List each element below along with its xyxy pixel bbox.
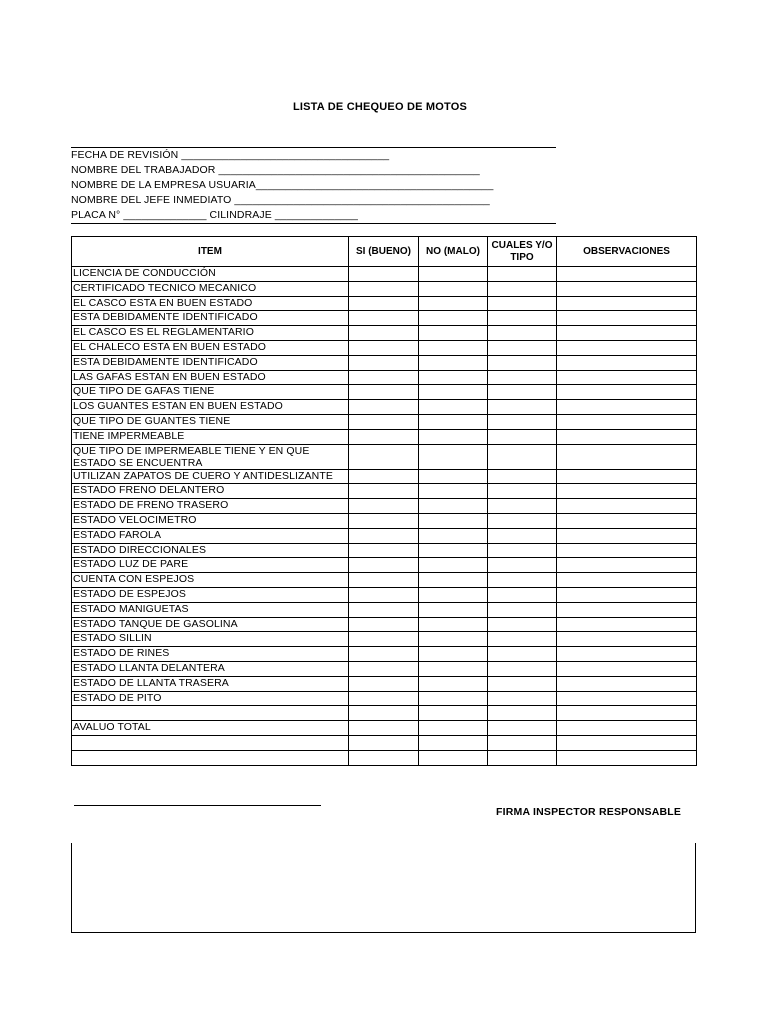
table-row: [72, 444, 697, 469]
no-malo-cell[interactable]: [419, 706, 488, 721]
table-row: [72, 750, 697, 765]
no-malo-cell[interactable]: [419, 326, 488, 341]
no-malo-cell[interactable]: [419, 558, 488, 573]
si-bueno-cell[interactable]: [349, 706, 419, 721]
observaciones-cell[interactable]: [557, 573, 697, 588]
si-bueno-cell[interactable]: [349, 444, 419, 469]
cuales-tipo-cell[interactable]: [488, 444, 557, 469]
item-cell: ESTADO DE RINES: [72, 647, 349, 662]
si-bueno-cell[interactable]: [349, 385, 419, 400]
table-row: [72, 296, 697, 311]
cuales-tipo-cell[interactable]: [488, 573, 557, 588]
table-row: [72, 311, 697, 326]
si-bueno-cell[interactable]: [349, 721, 419, 736]
no-malo-cell[interactable]: [419, 311, 488, 326]
table-row: [72, 513, 697, 528]
table-row: [72, 326, 697, 341]
no-malo-cell[interactable]: [419, 499, 488, 514]
no-malo-cell[interactable]: [419, 617, 488, 632]
cuales-tipo-cell[interactable]: [488, 267, 557, 282]
table-row: [72, 414, 697, 429]
item-cell: ESTADO DE LLANTA TRASERA: [72, 676, 349, 691]
checklist-body: [72, 267, 697, 766]
cuales-tipo-cell[interactable]: [488, 647, 557, 662]
cuales-tipo-cell[interactable]: [488, 543, 557, 558]
cuales-tipo-cell[interactable]: [488, 400, 557, 415]
si-bueno-cell[interactable]: [349, 281, 419, 296]
observaciones-cell[interactable]: [557, 676, 697, 691]
si-bueno-cell[interactable]: [349, 311, 419, 326]
no-malo-cell[interactable]: [419, 573, 488, 588]
item-cell: CUENTA CON ESPEJOS: [72, 573, 349, 588]
cuales-tipo-cell[interactable]: [488, 661, 557, 676]
observaciones-cell[interactable]: [557, 444, 697, 469]
si-bueno-cell[interactable]: [349, 414, 419, 429]
no-malo-cell[interactable]: [419, 676, 488, 691]
item-cell: ESTADO DE FRENO TRASERO: [72, 499, 349, 514]
item-cell: ESTADO DE ESPEJOS: [72, 587, 349, 602]
header-si-bueno: SI (BUENO): [349, 237, 419, 267]
cuales-tipo-cell[interactable]: [488, 429, 557, 444]
header-no-malo: NO (MALO): [419, 237, 488, 267]
table-row: [72, 267, 697, 282]
cuales-tipo-cell[interactable]: [488, 340, 557, 355]
signature-line[interactable]: [74, 805, 321, 806]
checklist-table: [71, 236, 697, 766]
item-cell: ESTADO VELOCIMETRO: [72, 513, 349, 528]
signature-label: FIRMA INSPECTOR RESPONSABLE: [496, 806, 682, 818]
observaciones-cell[interactable]: [557, 587, 697, 602]
si-bueno-cell[interactable]: [349, 499, 419, 514]
table-row: [72, 617, 697, 632]
cuales-tipo-cell[interactable]: [488, 385, 557, 400]
observaciones-cell[interactable]: [557, 355, 697, 370]
si-bueno-cell[interactable]: [349, 617, 419, 632]
item-cell: [72, 706, 349, 721]
no-malo-cell[interactable]: [419, 281, 488, 296]
si-bueno-cell[interactable]: [349, 543, 419, 558]
no-malo-cell[interactable]: [419, 400, 488, 415]
table-row: [72, 355, 697, 370]
observaciones-cell[interactable]: [557, 513, 697, 528]
no-malo-cell[interactable]: [419, 429, 488, 444]
no-malo-cell[interactable]: [419, 528, 488, 543]
observaciones-cell[interactable]: [557, 429, 697, 444]
cuales-tipo-cell[interactable]: [488, 311, 557, 326]
item-cell: ESTADO FRENO DELANTERO: [72, 484, 349, 499]
observaciones-cell[interactable]: [557, 370, 697, 385]
no-malo-cell[interactable]: [419, 444, 488, 469]
observaciones-cell[interactable]: [557, 414, 697, 429]
item-cell: [72, 750, 349, 765]
si-bueno-cell[interactable]: [349, 326, 419, 341]
item-cell: LICENCIA DE CONDUCCIÓN: [72, 267, 349, 282]
cuales-tipo-cell[interactable]: [488, 721, 557, 736]
table-row: [72, 499, 697, 514]
si-bueno-cell[interactable]: [349, 573, 419, 588]
item-cell: LOS GUANTES ESTAN EN BUEN ESTADO: [72, 400, 349, 415]
no-malo-cell[interactable]: [419, 647, 488, 662]
cuales-tipo-cell[interactable]: [488, 750, 557, 765]
item-cell: ESTADO TANQUE DE GASOLINA: [72, 617, 349, 632]
cuales-tipo-cell[interactable]: [488, 513, 557, 528]
si-bueno-cell[interactable]: [349, 340, 419, 355]
item-cell: CERTIFICADO TECNICO MECANICO: [72, 281, 349, 296]
table-row: [72, 281, 697, 296]
table-row: [72, 676, 697, 691]
si-bueno-cell[interactable]: [349, 513, 419, 528]
cuales-tipo-cell[interactable]: [488, 602, 557, 617]
si-bueno-cell[interactable]: [349, 735, 419, 750]
item-cell: UTILIZAN ZAPATOS DE CUERO Y ANTIDESLIZANTE: [72, 469, 349, 484]
cuales-tipo-cell[interactable]: [488, 355, 557, 370]
si-bueno-cell[interactable]: [349, 558, 419, 573]
observaciones-cell[interactable]: [557, 706, 697, 721]
cuales-tipo-cell[interactable]: [488, 676, 557, 691]
cuales-tipo-cell[interactable]: [488, 706, 557, 721]
cuales-tipo-cell[interactable]: [488, 484, 557, 499]
document-title: LISTA DE CHEQUEO DE MOTOS: [292, 101, 468, 113]
table-row: [72, 691, 697, 706]
header-cuales-tipo: CUALES Y/O TIPO: [488, 237, 557, 267]
si-bueno-cell[interactable]: [349, 296, 419, 311]
item-cell: [72, 735, 349, 750]
cuales-tipo-cell[interactable]: [488, 469, 557, 484]
cuales-tipo-cell[interactable]: [488, 370, 557, 385]
no-malo-cell[interactable]: [419, 513, 488, 528]
cuales-tipo-cell[interactable]: [488, 617, 557, 632]
si-bueno-cell[interactable]: [349, 484, 419, 499]
observaciones-cell[interactable]: [557, 647, 697, 662]
no-malo-cell[interactable]: [419, 735, 488, 750]
observaciones-cell[interactable]: [557, 735, 697, 750]
observaciones-cell[interactable]: [557, 558, 697, 573]
no-malo-cell[interactable]: [419, 484, 488, 499]
observaciones-cell[interactable]: [557, 296, 697, 311]
table-row: [72, 632, 697, 647]
si-bueno-cell[interactable]: [349, 750, 419, 765]
cuales-tipo-cell[interactable]: [488, 326, 557, 341]
no-malo-cell[interactable]: [419, 602, 488, 617]
no-malo-cell[interactable]: [419, 340, 488, 355]
no-malo-cell[interactable]: [419, 543, 488, 558]
observaciones-cell[interactable]: [557, 499, 697, 514]
item-cell: EL CASCO ES EL REGLAMENTARIO: [72, 326, 349, 341]
observaciones-cell[interactable]: [557, 602, 697, 617]
observaciones-cell[interactable]: [557, 469, 697, 484]
item-cell: TIENE IMPERMEABLE: [72, 429, 349, 444]
header-observaciones: OBSERVACIONES: [557, 237, 697, 267]
no-malo-cell[interactable]: [419, 750, 488, 765]
observaciones-cell[interactable]: [557, 750, 697, 765]
item-cell: ESTADO LUZ DE PARE: [72, 558, 349, 573]
table-row: [72, 429, 697, 444]
observaciones-cell[interactable]: [557, 632, 697, 647]
cuales-tipo-cell[interactable]: [488, 558, 557, 573]
fecha-revision-field[interactable]: FECHA DE REVISIÓN ___________________________________: [71, 149, 390, 161]
table-row: [72, 558, 697, 573]
cuales-tipo-cell[interactable]: [488, 587, 557, 602]
table-row: [72, 573, 697, 588]
table-row: [72, 587, 697, 602]
si-bueno-cell[interactable]: [349, 267, 419, 282]
observaciones-cell[interactable]: [557, 617, 697, 632]
header-item: ITEM: [72, 237, 349, 267]
si-bueno-cell[interactable]: [349, 429, 419, 444]
table-row: [72, 602, 697, 617]
table-header-row: [72, 237, 697, 267]
observaciones-cell[interactable]: [557, 400, 697, 415]
placa-cilindraje-field[interactable]: PLACA N° ______________ CILINDRAJE ______________: [71, 209, 358, 221]
si-bueno-cell[interactable]: [349, 647, 419, 662]
item-cell: ESTADO SILLIN: [72, 632, 349, 647]
observaciones-cell[interactable]: [557, 528, 697, 543]
si-bueno-cell[interactable]: [349, 691, 419, 706]
si-bueno-cell[interactable]: [349, 528, 419, 543]
table-row: [72, 469, 697, 484]
cuales-tipo-cell[interactable]: [488, 499, 557, 514]
observaciones-cell[interactable]: [557, 691, 697, 706]
info-section: [71, 147, 556, 224]
item-cell: AVALUO TOTAL: [72, 721, 349, 736]
observaciones-cell[interactable]: [557, 340, 697, 355]
table-row: [72, 528, 697, 543]
si-bueno-cell[interactable]: [349, 355, 419, 370]
table-row: [72, 484, 697, 499]
item-cell: QUE TIPO DE IMPERMEABLE TIENE Y EN QUE ESTADO SE ENCUENTRA: [72, 444, 349, 469]
no-malo-cell[interactable]: [419, 296, 488, 311]
si-bueno-cell[interactable]: [349, 676, 419, 691]
item-cell: ESTA DEBIDAMENTE IDENTIFICADO: [72, 355, 349, 370]
no-malo-cell[interactable]: [419, 370, 488, 385]
item-cell: ESTADO DE PITO: [72, 691, 349, 706]
cuales-tipo-cell[interactable]: [488, 691, 557, 706]
nombre-trabajador-field[interactable]: NOMBRE DEL TRABAJADOR ____________________________________________: [71, 164, 480, 176]
table-row: [72, 340, 697, 355]
table-row: [72, 721, 697, 736]
observations-box[interactable]: [71, 843, 696, 933]
no-malo-cell[interactable]: [419, 632, 488, 647]
cuales-tipo-cell[interactable]: [488, 735, 557, 750]
table-row: [72, 385, 697, 400]
table-row: [72, 661, 697, 676]
cuales-tipo-cell[interactable]: [488, 281, 557, 296]
no-malo-cell[interactable]: [419, 267, 488, 282]
observaciones-cell[interactable]: [557, 385, 697, 400]
table-row: [72, 735, 697, 750]
no-malo-cell[interactable]: [419, 385, 488, 400]
si-bueno-cell[interactable]: [349, 370, 419, 385]
si-bueno-cell[interactable]: [349, 632, 419, 647]
no-malo-cell[interactable]: [419, 587, 488, 602]
item-cell: LAS GAFAS ESTAN EN BUEN ESTADO: [72, 370, 349, 385]
observaciones-cell[interactable]: [557, 661, 697, 676]
cuales-tipo-cell[interactable]: [488, 296, 557, 311]
item-cell: QUE TIPO DE GUANTES TIENE: [72, 414, 349, 429]
si-bueno-cell[interactable]: [349, 587, 419, 602]
item-cell: ESTADO LLANTA DELANTERA: [72, 661, 349, 676]
observaciones-cell[interactable]: [557, 311, 697, 326]
no-malo-cell[interactable]: [419, 661, 488, 676]
si-bueno-cell[interactable]: [349, 661, 419, 676]
observaciones-cell[interactable]: [557, 484, 697, 499]
no-malo-cell[interactable]: [419, 469, 488, 484]
item-cell: ESTADO DIRECCIONALES: [72, 543, 349, 558]
no-malo-cell[interactable]: [419, 355, 488, 370]
table-row: [72, 647, 697, 662]
cuales-tipo-cell[interactable]: [488, 528, 557, 543]
no-malo-cell[interactable]: [419, 721, 488, 736]
observaciones-cell[interactable]: [557, 267, 697, 282]
si-bueno-cell[interactable]: [349, 469, 419, 484]
cuales-tipo-cell[interactable]: [488, 632, 557, 647]
nombre-empresa-field[interactable]: NOMBRE DE LA EMPRESA USUARIA________________________________________: [71, 179, 494, 191]
no-malo-cell[interactable]: [419, 691, 488, 706]
table-row: [72, 400, 697, 415]
no-malo-cell[interactable]: [419, 414, 488, 429]
nombre-jefe-field[interactable]: NOMBRE DEL JEFE INMEDIATO ___________________________________________: [71, 194, 490, 206]
si-bueno-cell[interactable]: [349, 400, 419, 415]
table-row: [72, 370, 697, 385]
observaciones-cell[interactable]: [557, 281, 697, 296]
item-cell: ESTA DEBIDAMENTE IDENTIFICADO: [72, 311, 349, 326]
observaciones-cell[interactable]: [557, 721, 697, 736]
observaciones-cell[interactable]: [557, 326, 697, 341]
item-cell: EL CHALECO ESTA EN BUEN ESTADO: [72, 340, 349, 355]
item-cell: EL CASCO ESTA EN BUEN ESTADO: [72, 296, 349, 311]
cuales-tipo-cell[interactable]: [488, 414, 557, 429]
table-row: [72, 706, 697, 721]
si-bueno-cell[interactable]: [349, 602, 419, 617]
item-cell: QUE TIPO DE GAFAS TIENE: [72, 385, 349, 400]
item-cell: ESTADO FAROLA: [72, 528, 349, 543]
item-cell: ESTADO MANIGUETAS: [72, 602, 349, 617]
table-row: [72, 543, 697, 558]
observaciones-cell[interactable]: [557, 543, 697, 558]
